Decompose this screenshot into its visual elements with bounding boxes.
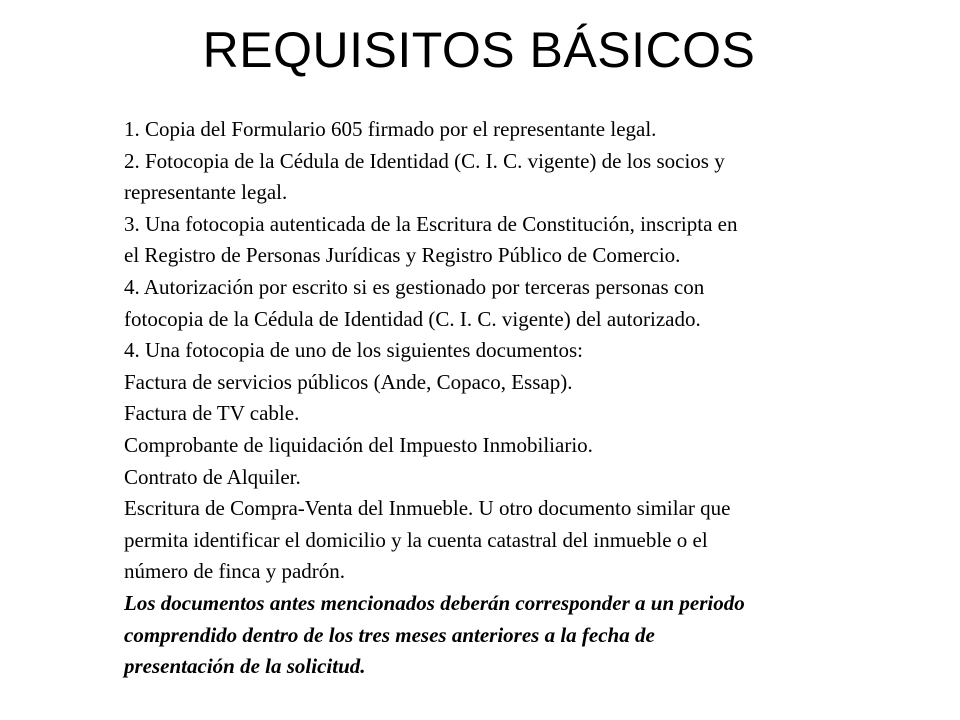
document-option-line: Comprobante de liquidación del Impuesto Inmobiliario. [124,432,593,457]
requirement-line: 3. Una fotocopia autenticada de la Escritura de Constitución, inscripta en [124,211,738,236]
document-option-line: permita identificar el domicilio y la cuenta catastral del inmueble o el [124,527,708,552]
document-option-line: Factura de servicios públicos (Ande, Copaco, Essap). [124,369,573,394]
document-option-line: Contrato de Alquiler. [124,464,301,489]
document-option-line: Escritura de Compra-Venta del Inmueble. U otro documento similar que [124,496,731,521]
requirement-line: el Registro de Personas Jurídicas y Registro Público de Comercio. [124,243,681,268]
note-line: presentación de la solicitud. [124,654,366,679]
note-line: comprendido dentro de los tres meses anteriores a la fecha de [124,622,655,647]
requirement-line: 1. Copia del Formulario 605 firmado por el representante legal. [124,117,657,141]
slide-title [0,14,960,86]
requirement-line: representante legal. [124,180,288,205]
slide-title-text: REQUISITOS BÁSICOS [202,22,756,78]
requirement-line: 4. Autorización por escrito si es gestionado por terceras personas con [124,274,705,299]
requirement-line: 2. Fotocopia de la Cédula de Identidad (C. I. C. vigente) de los socios y [124,148,725,173]
requirement-line: 4. Una fotocopia de uno de los siguientes documentos: [124,338,583,363]
document-option-line: Factura de TV cable. [124,401,300,426]
requirement-line: fotocopia de la Cédula de Identidad (C. I. C. vigente) del autorizado. [124,306,701,331]
requirements-body [124,114,924,683]
document-option-line: número de finca y padrón. [124,559,346,584]
note-line: Los documentos antes mencionados deberán corresponder a un periodo [124,590,745,615]
